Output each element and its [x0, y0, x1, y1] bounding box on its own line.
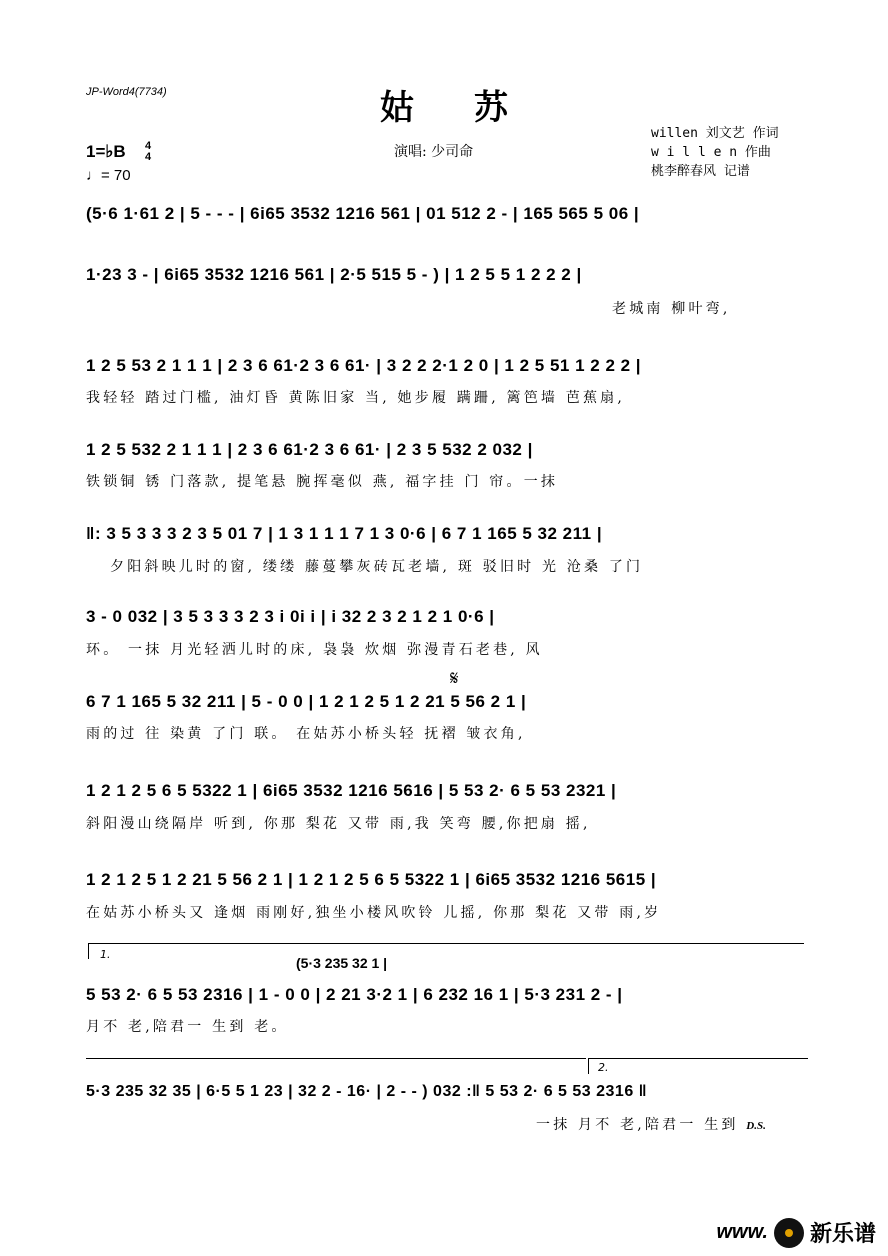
- notation-line-11: 5·3 235 32 35 | 6·5 5 1 23 | 32 2 - 16· | 2 - - ) 032 :‖ 5 53 2· 6 5 53 2316 ‖: [86, 1083, 648, 1100]
- time-denominator: 4: [145, 151, 152, 163]
- composer-credit: w i l l e n 作曲: [651, 145, 771, 160]
- notation-line-1: (5·6 1·61 2 | 5 - - - | 6i65 3532 1216 561 | 01 512 2 - | 165 565 5 06 |: [86, 204, 640, 223]
- singer-credit: 演唱: 少司命: [394, 144, 474, 160]
- lyric-line-11: [536, 1114, 766, 1134]
- lyric-line-11-text: 一抹 月不 老,陪君一 生到: [536, 1117, 739, 1133]
- lyric-line-10: 月不 老,陪君一 生到 老。: [86, 1019, 289, 1035]
- watermark: [717, 1217, 877, 1248]
- notation-line-5: ‖: 3 5 3 3 3 2 3 5 01 7 | 1 3 1 1 1 7 1 3 0·6 | 6 7 1 165 5 32 211 |: [86, 524, 603, 543]
- lyric-line-7: 雨的过 往 染黄 了门 联。 在姑苏小桥头轻 抚褶 皱衣角,: [86, 726, 526, 742]
- lyric-line-4: 铁锁铜 锈 门落款, 提笔悬 腕挥毫似 燕, 福字挂 门 帘。一抹: [86, 474, 559, 490]
- volta-1-hook: [88, 943, 89, 959]
- volta-2-label: 2.: [598, 1061, 609, 1074]
- lyric-line-8: 斜阳漫山绕隔岸 听到, 你那 梨花 又带 雨,我 笑弯 腰,你把扇 摇,: [86, 816, 591, 832]
- volta-2-hook: [588, 1058, 589, 1074]
- notation-line-8: 1 2 1 2 5 6 5 5322 1 | 6i65 3532 1216 5616 | 5 53 2· 6 5 53 2321 |: [86, 781, 617, 800]
- time-signature: [145, 141, 151, 163]
- lyricist-credit: willen 刘文艺 作词: [651, 126, 779, 141]
- separator-line: [86, 1058, 586, 1059]
- notation-line-10: 5 53 2· 6 5 53 2316 | 1 - 0 0 | 2 21 3·2 1 | 6 232 16 1 | 5·3 231 2 - |: [86, 985, 623, 1004]
- volta-1-label: 1.: [100, 948, 111, 961]
- notation-line-9: 1 2 1 2 5 1 2 21 5 56 2 1 | 1 2 1 2 5 6 5 5322 1 | 6i65 3532 1216 5615 |: [86, 870, 657, 889]
- lyric-line-5: 夕阳斜映儿时的窗, 缕缕 藤蔓攀灰砖瓦老墙, 斑 驳旧时 光 沧桑 了门: [110, 559, 644, 575]
- dal-segno-marking: D.S.: [746, 1120, 766, 1132]
- record-disc-icon: [774, 1218, 804, 1248]
- interlude-notation: (5·3 235 32 1 |: [296, 955, 388, 971]
- notation-line-3: 1 2 5 53 2 1 1 1 | 2 3 6 61·2 3 6 61· | 3 2 2 2·1 2 0 | 1 2 5 51 1 2 2 2 |: [86, 356, 642, 375]
- time-numerator: 4: [145, 140, 152, 152]
- song-title: 姑苏: [380, 88, 568, 128]
- key-signature: 1=♭B: [86, 142, 126, 161]
- segno-sign: 𝄋: [450, 666, 459, 690]
- watermark-url: www.: [716, 1221, 768, 1243]
- watermark-brand: 新乐谱: [809, 1221, 876, 1246]
- credits-block: [651, 124, 779, 181]
- tempo-marking: ♩= 70: [86, 167, 131, 184]
- notation-line-7: 6 7 1 165 5 32 211 | 5 - 0 0 | 1 2 1 2 5 1 2 21 5 56 2 1 |: [86, 692, 527, 711]
- notation-line-4: 1 2 5 532 2 1 1 1 | 2 3 6 61·2 3 6 61· | 2 3 5 532 2 032 |: [86, 440, 533, 459]
- transcriber-credit: 桃李醉春风 记谱: [651, 164, 750, 179]
- notation-line-2: 1·23 3 - | 6i65 3532 1216 561 | 2·5 515 5 - ) | 1 2 5 5 1 2 2 2 |: [86, 265, 582, 284]
- software-label: JP-Word4(7734): [86, 86, 167, 98]
- volta-2-bracket: [588, 1058, 808, 1059]
- lyric-line-2: 老城南 柳叶弯,: [612, 301, 731, 317]
- lyric-line-6: 环。 一抹 月光轻洒儿时的床, 袅袅 炊烟 弥漫青石老巷, 风: [86, 642, 543, 658]
- lyric-line-9: 在姑苏小桥头又 逢烟 雨刚好,独坐小楼风吹铃 儿摇, 你那 梨花 又带 雨,岁: [86, 905, 662, 921]
- lyric-line-3: 我轻轻 踏过门槛, 油灯昏 黄陈旧家 当, 她步履 蹒跚, 篱笆墙 芭蕉扇,: [86, 390, 626, 406]
- volta-1-bracket: [88, 943, 804, 944]
- notation-line-6: 3 - 0 032 | 3 5 3 3 3 2 3 i 0i i | i 32 2 3 2 1 2 1 0·6 |: [86, 607, 495, 626]
